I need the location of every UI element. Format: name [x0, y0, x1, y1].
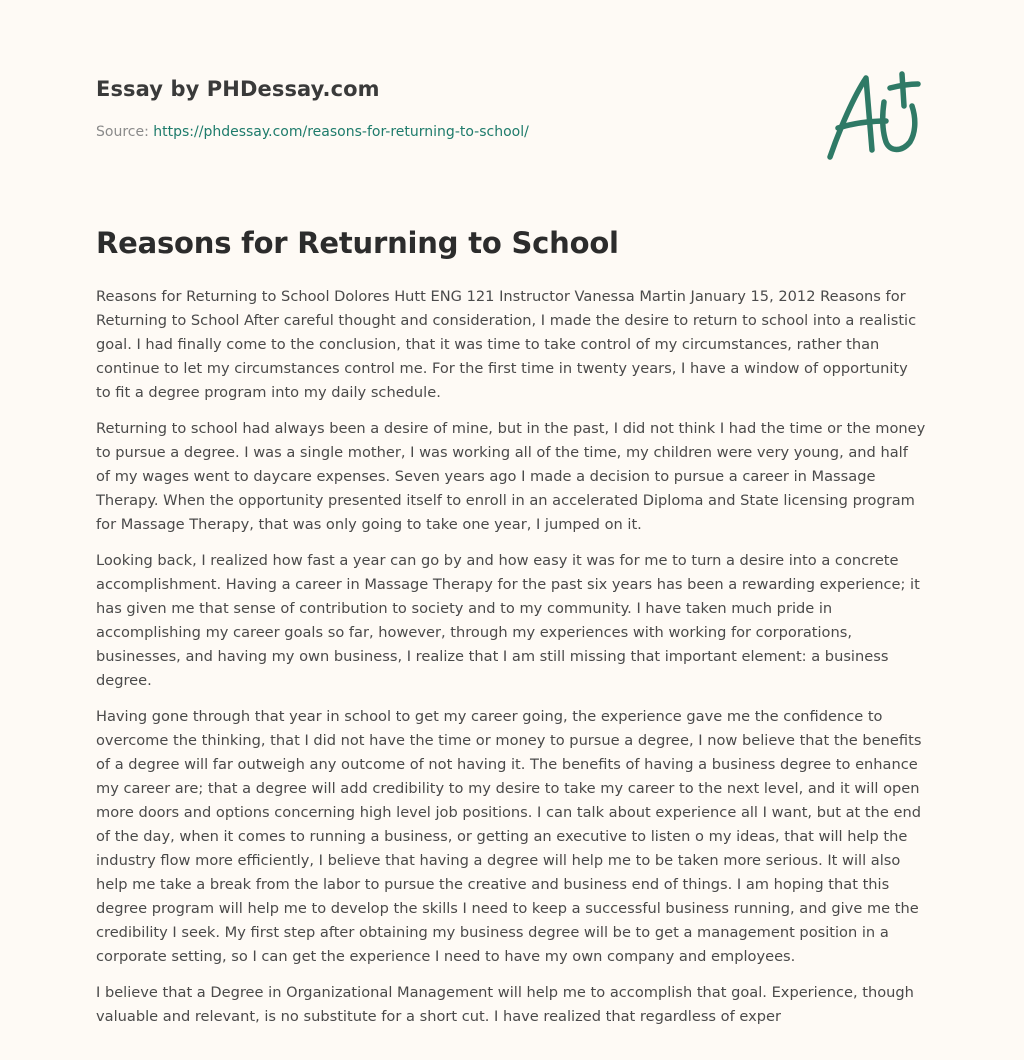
source-label: Source:: [96, 124, 154, 140]
page-header: [96, 0, 926, 200]
source-link[interactable]: https://phdessay.com/reasons-for-returning-to-school/: [153, 124, 529, 140]
essay-paragraph: I believe that a Degree in Organizational Management will help me to accomplish that goal. Experience, though valuable and relevant, is no substitute for a short cut. I have realized that regardless of exper: [96, 984, 914, 1025]
essay-page: [96, 0, 926, 1025]
a-plus-logo-icon: [824, 66, 928, 166]
essay-paragraph: Looking back, I realized how fast a year can go by and how easy it was for me to turn a desire into a concrete accomplishment. Having a career in Massage Therapy for the past six years has been a rewarding experience; it has given me that sense of contribution to society and to my community. I have taken much pride in accomplishing my career goals so far, however, through my experiences with working for corporations, businesses, and having my own business, I realize that I am still missing that important element: a business degree.: [96, 552, 920, 689]
site-brand: Essay by PHDessay.com: [96, 77, 380, 101]
essay-body: [96, 285, 926, 1041]
essay-paragraph: Having gone through that year in school to get my career going, the experience gave me the confidence to overcome the thinking, that I did not have the time or money to pursue a degree, I now believe that the benefits of a degree will far outweigh any outcome of not having it. The benefits of having a business degree to enhance my career are; that a degree will add credibility to my desire to take my career to the next level, and it will open more doors and options concerning high level job positions. I can talk about experience all I want, but at the end of the day, when it comes to running a business, or getting an executive to listen o my ideas, that will help the industry flow more efficiently, I believe that having a degree will help me to be taken more serious. It will also help me take a break from the labor to pursue the creative and business end of things. I am hoping that this degree program will help me to develop the skills I need to keep a successful business running, and give me the credibility I seek. My first step after obtaining my business degree will be to get a management position in a corporate setting, so I can get the experience I need to have my own company and employees.: [96, 708, 922, 965]
source-line: [96, 124, 529, 140]
essay-paragraph: Reasons for Returning to School Dolores Hutt ENG 121 Instructor Vanessa Martin January 15, 2012 Reasons for Returning to School After careful thought and consideration, I made the desire to return to school into a realistic goal. I had finally come to the conclusion, that it was time to take control of my circumstances, rather than continue to let my circumstances control me. For the first time in twenty years, I have a window of opportunity to fit a degree program into my daily schedule.: [96, 288, 917, 401]
essay-title: Reasons for Returning to School: [96, 226, 619, 260]
essay-paragraph: Returning to school had always been a desire of mine, but in the past, I did not think I had the time or the money to pursue a degree. I was a single mother, I was working all of the time, my children were very young, and half of my wages went to daycare expenses. Seven years ago I made a decision to pursue a career in Massage Therapy. When the opportunity presented itself to enroll in an accelerated Diploma and State licensing program for Massage Therapy, that was only going to take one year, I jumped on it.: [96, 420, 926, 533]
